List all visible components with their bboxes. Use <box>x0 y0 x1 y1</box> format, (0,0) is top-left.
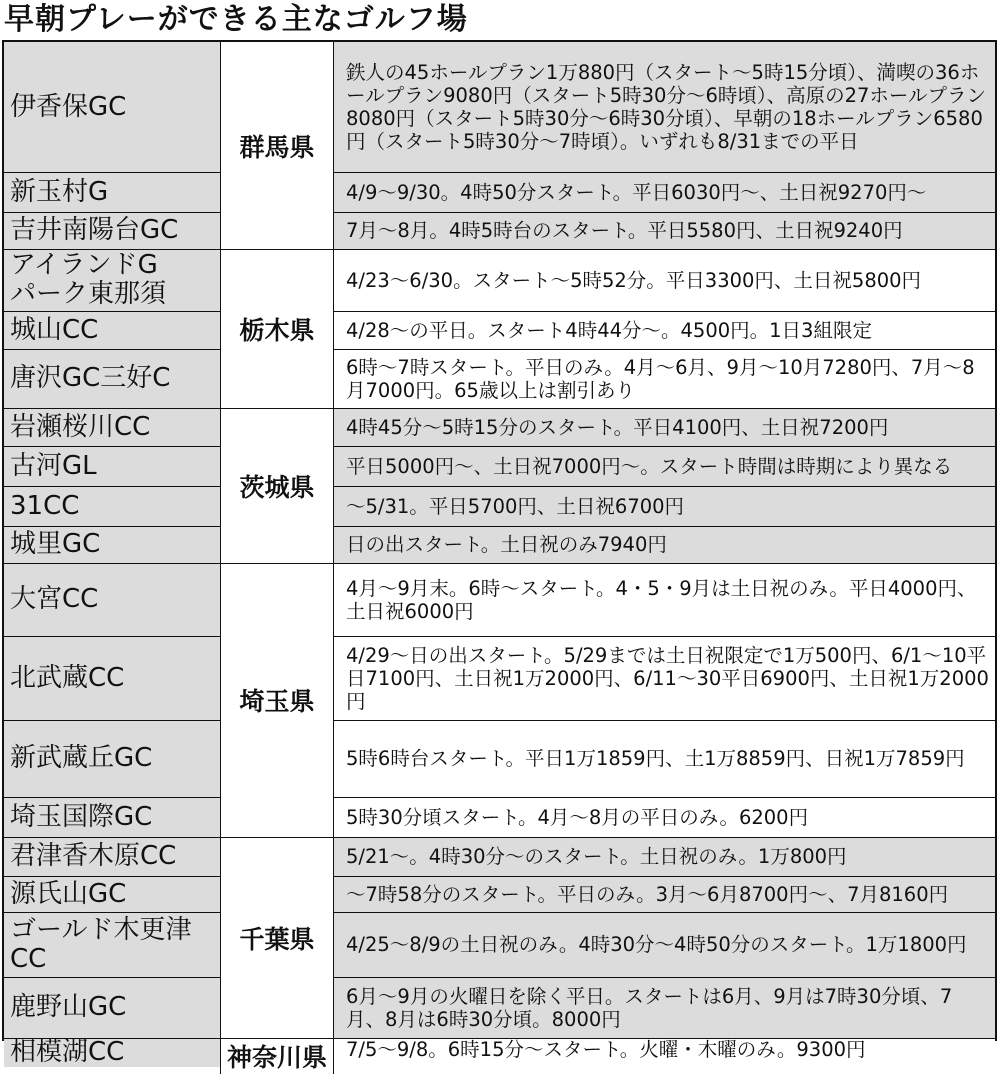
course-details: 4/9～9/30。4時50分スタート。平日6030円～、土日祝9270円～ <box>334 172 995 212</box>
course-name: 君津香木原CC <box>4 837 220 876</box>
course-name: ゴールド木更津CC <box>4 912 220 977</box>
row-divider <box>4 408 220 409</box>
group-divider <box>220 563 334 564</box>
course-details: 4/28～の平日。スタート4時44分～。4500円。1日3組限定 <box>334 311 995 349</box>
course-name: アイランドG パーク東那須 <box>4 249 220 311</box>
course-details: 4/23～6/30。スタート～5時52分。平日3300円、土日祝5800円 <box>334 249 995 311</box>
group-divider <box>220 837 334 838</box>
row-divider <box>334 837 995 838</box>
row-divider <box>334 172 995 173</box>
course-name: 新武蔵丘GC <box>4 720 220 797</box>
group-divider <box>220 1038 334 1039</box>
page-title: 早朝プレーができる主なゴルフ場 <box>4 2 468 37</box>
row-divider <box>334 486 995 487</box>
row-divider <box>334 526 995 527</box>
course-details: 5/21～。4時30分～のスタート。土日祝のみ。1万800円 <box>334 837 995 876</box>
row-divider <box>4 563 220 564</box>
course-name: 31CC <box>4 486 220 526</box>
course-name: 源氏山GC <box>4 876 220 912</box>
row-divider <box>4 1038 220 1039</box>
course-details: 4/25～8/9の土日祝のみ。4時30分～4時50分のスタート。1万1800円 <box>334 912 995 977</box>
course-name: 鹿野山GC <box>4 977 220 1038</box>
row-divider <box>334 1038 995 1039</box>
row-divider <box>4 212 220 213</box>
row-divider <box>4 797 220 798</box>
row-divider <box>334 349 995 350</box>
course-name: 城山CC <box>4 311 220 349</box>
row-divider <box>334 311 995 312</box>
course-name: 伊香保GC <box>4 42 220 172</box>
course-details: ～5/31。平日5700円、土日祝6700円 <box>334 486 995 526</box>
course-name: 吉井南陽台GC <box>4 212 220 249</box>
row-divider <box>4 349 220 350</box>
row-divider <box>334 212 995 213</box>
course-details: 5時30分頃スタート。4月～8月の平日のみ。6200円 <box>334 797 995 837</box>
course-name: 岩瀬桜川CC <box>4 408 220 446</box>
course-name: 埼玉国際GC <box>4 797 220 837</box>
course-details: ～7時58分のスタート。平日のみ。3月～6月8700円～、7月8160円 <box>334 876 995 912</box>
course-details: 4/29～日の出スタート。5/29までは土日祝限定で1万500円、6/1～10平日7100円、土日祝1万2000円、6/11～30平日6900円、土日祝1万2000円 <box>334 636 995 720</box>
course-details: 4時45分～5時15分のスタート。平日4100円、土日祝7200円 <box>334 408 995 446</box>
course-name: 相模湖CC <box>4 1038 220 1067</box>
course-name: 北武蔵CC <box>4 636 220 720</box>
row-divider <box>4 720 220 721</box>
row-divider <box>4 311 220 312</box>
row-divider <box>4 977 220 978</box>
row-divider <box>334 912 995 913</box>
group-divider <box>220 249 334 250</box>
course-details: 日の出スタート。土日祝のみ7940円 <box>334 526 995 563</box>
course-name: 城里GC <box>4 526 220 563</box>
row-divider <box>4 912 220 913</box>
row-divider <box>334 446 995 447</box>
course-details: 鉄人の45ホールプラン1万880円（スタート～5時15分頃）、満喫の36ホールプラン9080円（スタート5時30分～6時頃）、高原の27ホールプラン8080円（スタート5時30分～6時30分頃）、早朝の18ホールプラン6580円（スタート5時30分～7時頃）。いずれも8/31までの平日 <box>334 42 995 172</box>
row-divider <box>334 977 995 978</box>
row-divider <box>334 876 995 877</box>
prefecture-label: 千葉県 <box>220 837 334 1038</box>
row-divider <box>334 563 995 564</box>
course-name: 大宮CC <box>4 563 220 636</box>
row-divider <box>4 249 220 250</box>
row-divider <box>4 486 220 487</box>
course-details: 平日5000円～、土日祝7000円～。スタート時間は時期により異なる <box>334 446 995 486</box>
row-divider <box>4 526 220 527</box>
golf-course-table <box>2 40 997 1072</box>
course-details: 4月～9月末。6時～スタート。4・5・9月は土日祝のみ。平日4000円、土日祝6000円 <box>334 563 995 636</box>
prefecture-label: 埼玉県 <box>220 563 334 837</box>
row-divider <box>4 876 220 877</box>
row-divider <box>334 249 995 250</box>
row-divider <box>334 797 995 798</box>
group-divider <box>220 408 334 409</box>
prefecture-label: 神奈川県 <box>220 1038 334 1074</box>
row-divider <box>4 446 220 447</box>
prefecture-label: 群馬県 <box>220 42 334 249</box>
prefecture-label: 栃木県 <box>220 249 334 408</box>
course-name: 唐沢GC三好C <box>4 349 220 408</box>
row-divider <box>334 408 995 409</box>
course-details: 7月～8月。4時5時台のスタート。平日5580円、土日祝9240円 <box>334 212 995 249</box>
course-name: 新玉村G <box>4 172 220 212</box>
row-divider <box>334 636 995 637</box>
course-details: 6月～9月の火曜日を除く平日。スタートは6月、9月は7時30分頃、7月、8月は6時30分頃。8000円 <box>334 977 995 1038</box>
course-name: 古河GL <box>4 446 220 486</box>
prefecture-label: 茨城県 <box>220 408 334 563</box>
course-details: 5時6時台スタート。平日1万1859円、土1万8859円、日祝1万7859円 <box>334 720 995 797</box>
row-divider <box>4 636 220 637</box>
course-details: 7/5～9/8。6時15分～スタート。火曜・木曜のみ。9300円 <box>334 1038 995 1061</box>
row-divider <box>4 837 220 838</box>
row-divider <box>334 720 995 721</box>
row-divider <box>4 172 220 173</box>
course-details: 6時～7時スタート。平日のみ。4月～6月、9月～10月7280円、7月～8月7000円。65歳以上は割引あり <box>334 349 995 408</box>
